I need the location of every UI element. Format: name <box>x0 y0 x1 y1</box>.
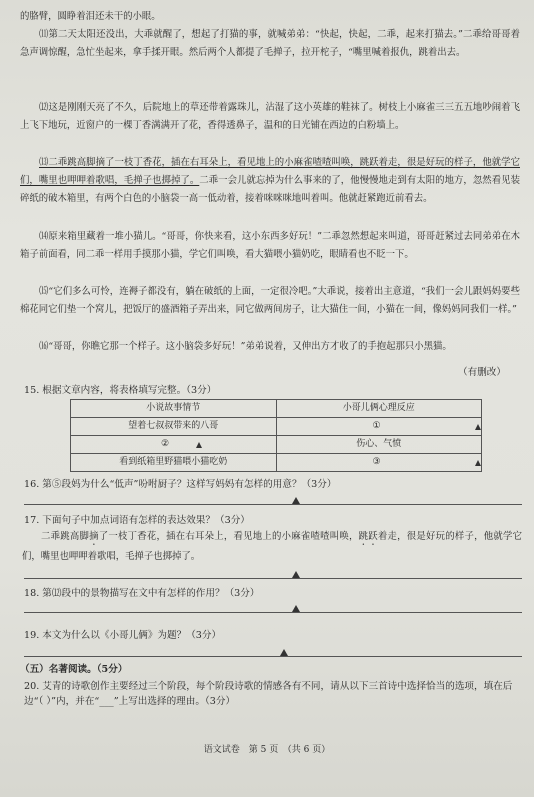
question-19-prompt: 19. 本文为什么以《小哥儿俩》为题？（3分） <box>24 630 222 641</box>
answer-line-16[interactable] <box>24 491 522 505</box>
table-cell: 望着七叔叔带来的八哥 <box>71 418 277 436</box>
question-16-prompt: 16. 第⑤段妈为什么“低声”吩咐厨子？这样写妈妈有怎样的用意？（3分） <box>24 479 337 490</box>
answer-marker-icon <box>475 424 481 430</box>
table-row <box>71 436 482 454</box>
underlined-sentence: ⒀二乖跳高脚摘了一枝丁香花，插在右耳朵上，看见地上的小麻雀喳喳叫唤，跳跃着走，很是好玩的样子，他就学它们，嘴里也呷呷着歌唱，毛掸子也掷掉了。 <box>20 157 520 186</box>
story-paragraph-16: ⒃“哥哥，你瞧它那一个样子。这小脑袋多好玩！”弟弟说着，又伸出方才收了的手抱起那只小黑猫。 <box>39 341 452 352</box>
answer-line-17[interactable] <box>24 565 522 579</box>
table-cell: 看到纸箱里野猫喂小猫吃奶 <box>71 454 277 472</box>
story-paragraph-13 <box>20 154 520 207</box>
story-paragraph-0: 的胳臂，圆睁着泪还未干的小眼。 <box>20 11 161 22</box>
question-15-table <box>70 399 482 472</box>
answer-slot-label: ③ <box>372 457 381 467</box>
answer-line-19[interactable] <box>24 643 522 657</box>
table-header-cell: 小哥儿俩心理反应 <box>276 400 482 418</box>
quote-text: 了一枝丁香花，插在右耳朵上，看见地上的小麻雀喳喳叫唤， <box>98 531 359 542</box>
answer-slot-label: ② <box>161 439 170 449</box>
story-paragraph-14: ⒁原来箱里藏着一堆小猫儿。“哥哥，你快来看，这小东西多好玩！”二乖忽然想起来叫道，哥哥赶紧过去同弟弟在木箱子前面看，同二乖一样用手摸那小猫，学它们叫唤，看大猫喂小猫奶吃，眼睛看也不眨一下。 <box>20 231 520 260</box>
story-paragraph-11: ⑾第二天太阳还没出，大乖就醒了，想起了打猫的事，就喊弟弟：“快起，快起，二乖，起来打猫去。”二乖给哥哥着急声调惊醒，急忙坐起来，拿手揉开眼。然后两个人都提了毛掸子，拉开柁子，“嘴里喊着报仇，跳着出去。 <box>20 29 520 58</box>
question-20-prompt: 20. 艾青的诗歌创作主要经过三个阶段，每个阶段诗歌的情感各有不同，请从以下三首诗中选择恰当的选项，填在后边“（ ）”内，并在“___”上写出选择的理由。（3分） <box>24 681 513 707</box>
adaptation-note: （有删改） <box>458 367 506 378</box>
question-17-quote <box>22 528 522 566</box>
story-paragraph-15: ⒂“它们多么可怜，连褥子都没有，躺在破纸的上面，一定很冷吧。”大乖说，接着出主意道，“我们一会儿跟妈妈要些棉花同它们垫一个窝儿，把饭厅的盛酒箱子弄出来，同它做两间房子，让大猫住一间，小猫在一间，像妈妈同我们一样。” <box>20 286 520 315</box>
page-footer: 语文试卷 第 5 页 （共 6 页） <box>203 745 331 755</box>
answer-cell-1[interactable] <box>276 418 482 436</box>
table-header-cell: 小说故事情节 <box>71 400 277 418</box>
table-cell: 伤心、气愤 <box>276 436 482 454</box>
table-row <box>71 454 482 472</box>
answer-marker-icon <box>196 442 202 448</box>
answer-marker-icon <box>475 460 481 466</box>
paragraph-13-rest: 二乖一会儿就忘掉为什么事来的了，他慢慢地走到有太阳的地方，忽然看见装碎纸的破木箱里，有两个白色的小脑袋一高一低动着，接着咪咪咪地叫着叫。他就赶紧跑近前看去。 <box>20 174 520 204</box>
section-5-title: （五）名著阅读。（5分） <box>20 664 128 675</box>
story-paragraph-12: ⑿这是刚刚天亮了不久，后院地上的草还带着露珠儿，沾湿了这小英雄的鞋袜了。树枝上小麻雀三三五五地吵闹着飞上飞下地玩，近窗户的一棵丁香满满开了花，香得透鼻子，温和的日光铺在西边的白粉墙上。 <box>20 102 520 131</box>
quote-text: 二乖跳高脚 <box>41 531 90 542</box>
quote-text: 着走，很是好玩的样子，他就学它们，嘴里也呷呷着歌唱，毛掸子也掷掉了。 <box>22 531 522 562</box>
answer-line-18[interactable] <box>24 599 522 613</box>
answer-cell-3[interactable] <box>276 454 482 472</box>
table-row <box>71 418 482 436</box>
answer-cell-2[interactable] <box>71 436 277 454</box>
question-15-prompt: 15. 根据文章内容，将表格填写完整。（3分） <box>24 385 217 396</box>
question-17-prompt: 17. 下面句子中加点词语有怎样的表达效果？（3分） <box>24 515 250 526</box>
question-18-prompt: 18. 第⑿段中的景物描写在文中有怎样的作用？（3分） <box>24 588 260 599</box>
table-header-row <box>71 400 482 418</box>
dotted-word: 摘 <box>89 531 99 542</box>
answer-slot-label: ① <box>372 421 381 431</box>
dotted-word: 跳跃 <box>358 531 378 542</box>
